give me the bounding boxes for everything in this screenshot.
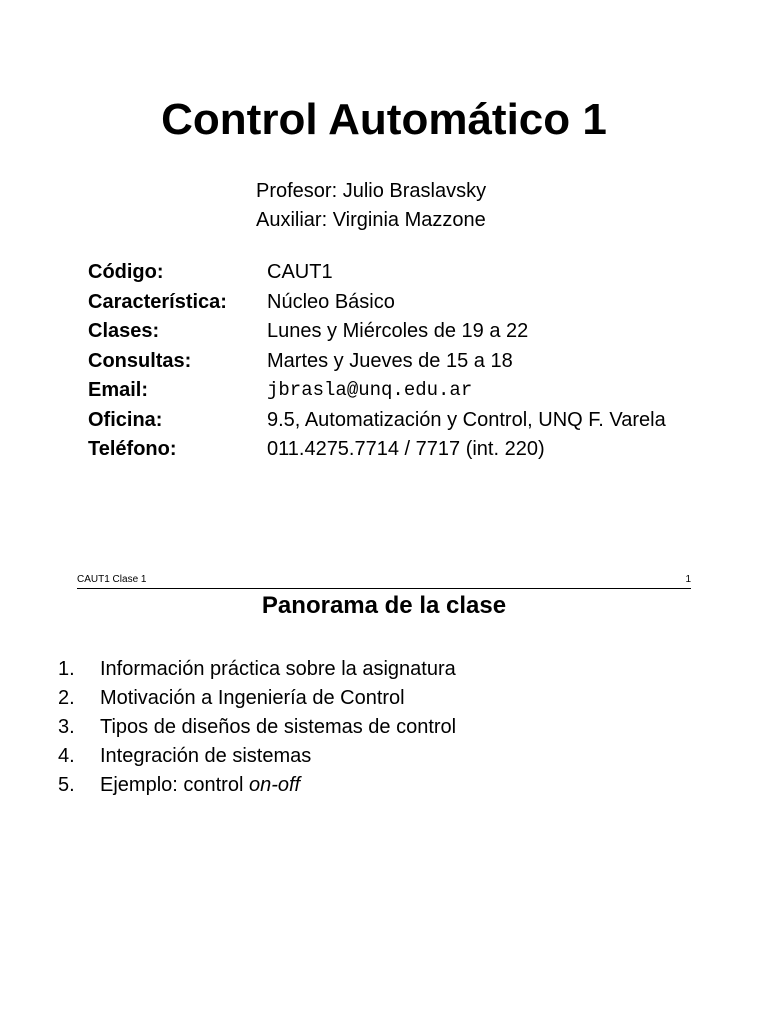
list-item-emphasis: on-off xyxy=(248,774,301,796)
list-item-number: 3. xyxy=(58,716,75,738)
info-label: Oficina: xyxy=(88,408,163,431)
info-label: Teléfono: xyxy=(88,438,177,460)
info-value: Martes y Jueves de 15 a 18 xyxy=(267,349,513,372)
page-number: 1 xyxy=(685,574,691,585)
email-address: jbrasla@unq.edu.ar xyxy=(267,379,473,401)
page-footer xyxy=(77,572,691,589)
info-value: CAUT1 xyxy=(267,261,333,283)
list-item-text: Tipos de diseños de sistemas de control xyxy=(100,716,457,738)
slide-title: Control Automático 1 xyxy=(161,95,607,144)
info-value: 011.4275.7714 / 7717 (int. 220) xyxy=(267,438,545,460)
footer-course-label: CAUT1 Clase 1 xyxy=(77,574,147,585)
list-item-text: Ejemplo: control xyxy=(100,774,249,796)
info-label: Clases: xyxy=(88,320,160,342)
info-label: Código: xyxy=(88,261,164,283)
info-value: 9.5, Automatización y Control, UNQ F. Varela xyxy=(267,408,666,431)
list-item-number: 5. xyxy=(58,774,75,796)
list-item-number: 2. xyxy=(58,687,75,709)
list-item-number: 4. xyxy=(58,745,75,767)
professor-line: Profesor: Julio Braslavsky xyxy=(256,180,487,202)
list-item-text-container xyxy=(100,771,300,800)
list-item-text: Información práctica sobre la asignatura xyxy=(100,658,456,680)
info-label: Característica: xyxy=(88,290,227,313)
list-item-text: Motivación a Ingeniería de Control xyxy=(100,687,405,709)
list-item-text: Integración de sistemas xyxy=(100,745,312,767)
info-label: Consultas: xyxy=(88,349,192,372)
assistant-line: Auxiliar: Virginia Mazzone xyxy=(256,209,486,231)
info-label: Email: xyxy=(88,379,149,401)
section-title: Panorama de la clase xyxy=(261,592,507,619)
info-value: Lunes y Miércoles de 19 a 22 xyxy=(267,320,529,342)
list-item-number: 1. xyxy=(58,658,75,680)
course-staff xyxy=(256,177,486,235)
info-value: Núcleo Básico xyxy=(267,290,395,313)
